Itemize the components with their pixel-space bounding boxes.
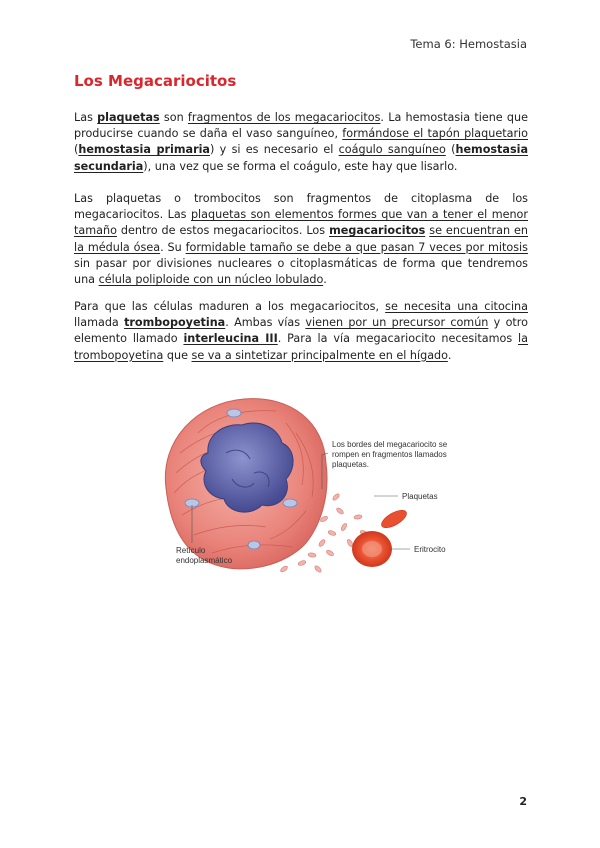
term-interleucina: interleucina III — [183, 332, 278, 346]
term-megacariocitos: megacariocitos — [329, 224, 426, 238]
text: . Ambas vías — [225, 316, 306, 330]
term-plaquetas: plaquetas — [97, 111, 160, 124]
text: . La hemostasia tiene que producirse cuando se daña el vaso sanguíneo, — [74, 111, 528, 141]
term-coagulo: coágulo sanguíneo — [338, 143, 446, 157]
text: . Su — [160, 240, 186, 254]
text: Las — [74, 111, 98, 124]
term-citocina: se necesita una citocina — [385, 300, 528, 313]
chapter-header: Tema 6: Hemostasia — [410, 37, 527, 51]
section-title: Los Megacariocitos — [74, 72, 237, 90]
text: . Para la vía megacariocito necesitamos — [277, 332, 519, 346]
term-precursor: vienen por un precursor común — [305, 316, 489, 330]
term-celula-poliploide: célula poliploide con un núcleo lobulado — [98, 273, 324, 287]
term-trombopoyetina: trombopoyetina — [124, 316, 226, 330]
erythrocyte-side — [379, 507, 409, 531]
term-fragmentos: fragmentos de los megacariocitos — [187, 111, 381, 124]
term-elementos-formes: plaquetas son elementos formes que van a tener el menor tamaño — [74, 208, 529, 238]
erythrocyte-center — [362, 541, 382, 557]
term-tapon: formándose el tapón plaquetario — [342, 127, 529, 141]
text: ( — [445, 143, 456, 157]
granule — [248, 541, 260, 549]
page-number: 2 — [519, 795, 527, 808]
term-hemostasia-primaria: hemostasia primaria — [78, 143, 210, 157]
text: Las plaquetas o trombocitos son fragmentos de citoplasma de los megacariocitos. Las — [74, 192, 528, 222]
text: ( — [74, 143, 79, 157]
label-bordes-line2: rompen en fragmentos llamados — [332, 450, 447, 459]
term-higado: se va a sintetizar principalmente en el hígado — [191, 348, 448, 362]
label-bordes-line1: Los bordes del megacariocito se — [332, 440, 448, 449]
text: llamada — [74, 316, 125, 330]
term-medula: se encuentran en la médula ósea — [74, 224, 529, 254]
label-reticulo-line2: endoplasmático — [176, 556, 233, 565]
text: que — [163, 348, 192, 362]
megakaryocyte-figure — [146, 393, 462, 585]
text: Para que las células maduren a los megacariocitos, — [74, 300, 386, 313]
term-trombopoyetina-2: la trombopoyetina — [74, 332, 528, 362]
term-mitosis: formidable tamaño se debe a que pasan 7 veces por mitosis — [185, 240, 528, 254]
text: son — [159, 111, 188, 124]
text: ) y si es necesario el — [209, 143, 339, 157]
label-eritrocito: Eritrocito — [414, 545, 446, 554]
paragraph-maduracion — [74, 299, 528, 364]
megakaryocyte-illustration — [146, 393, 462, 585]
label-reticulo-line1: Retículo — [176, 546, 206, 555]
text: . — [323, 273, 327, 287]
text: sin pasar por divisiones nucleares o citoplasmáticas de forma que tendremos una — [74, 256, 528, 287]
paragraph-plaquetas — [74, 110, 528, 175]
granule — [227, 409, 241, 417]
text: . — [447, 348, 452, 362]
label-plaquetas: Plaquetas — [402, 492, 438, 501]
granule — [283, 499, 297, 507]
text: y otro elemento llamado — [74, 316, 528, 346]
paragraph-trombocitos — [74, 191, 528, 288]
text: ), una vez que se forma el coágulo, este hay que lisarlo. — [143, 159, 458, 173]
text: dentro de estos megacariocitos. Los — [116, 224, 330, 238]
term-hemostasia-secundaria: hemostasia secundaria — [74, 143, 528, 173]
label-bordes-line3: plaquetas. — [332, 460, 369, 469]
